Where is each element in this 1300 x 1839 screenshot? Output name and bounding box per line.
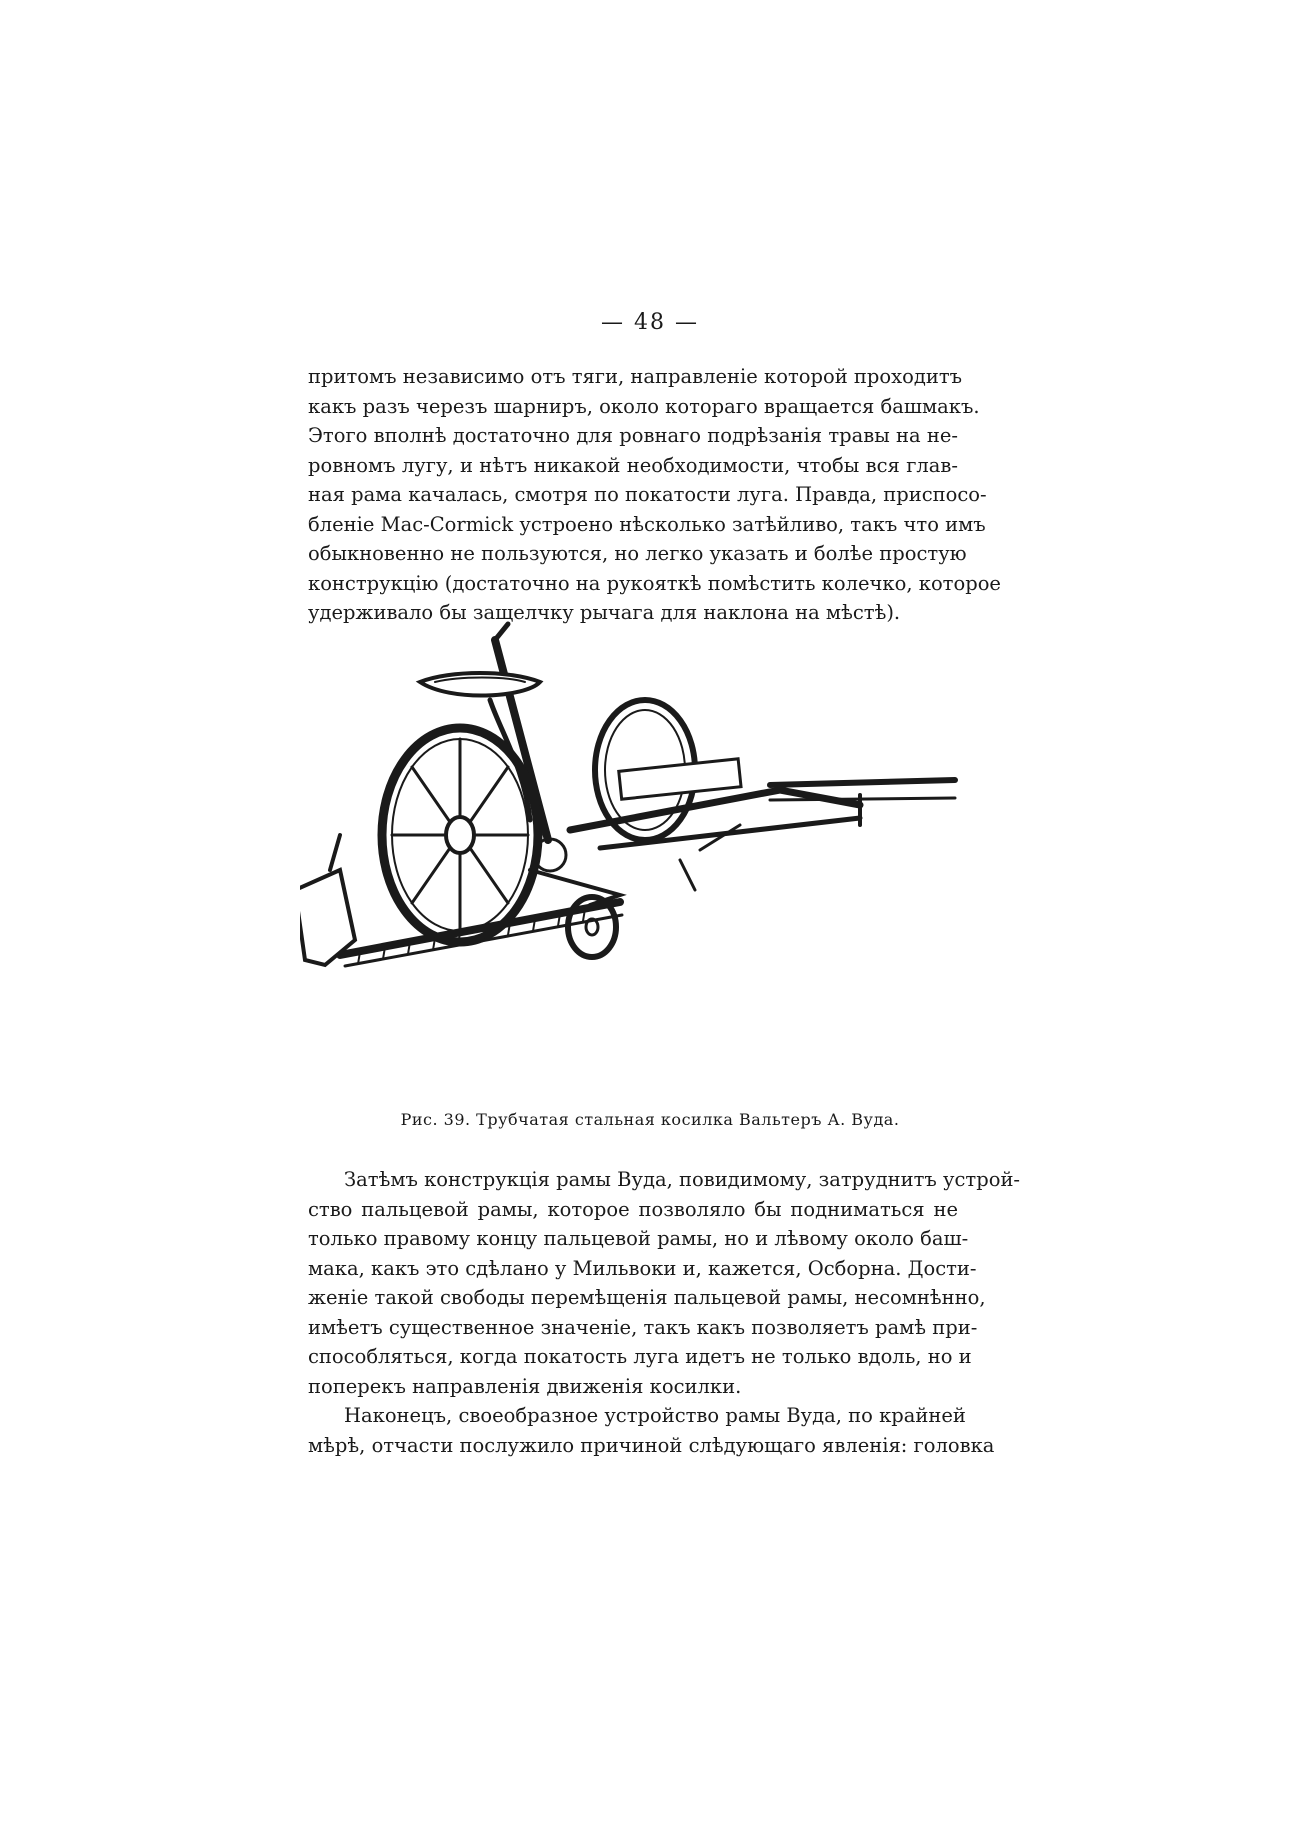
paragraph-2: [308, 1165, 1021, 1460]
text-line: обыкновенно не пользуются, но легко указать и болѣе простую: [308, 542, 967, 565]
text-line: ство пальцевой рамы, которое позволяло бы подниматься не: [308, 1197, 958, 1221]
text-line: поперекъ направленія движенія косилки.: [308, 1374, 742, 1398]
text-line: притомъ независимо отъ тяги, направленіе которой проходитъ: [308, 365, 963, 388]
text-line: Этого вполнѣ достаточно для ровнаго подрѣзанія травы на не-: [308, 424, 958, 447]
text-line: мака, какъ это сдѣлано у Мильвоки и, кажется, Осборна. Дости-: [308, 1256, 977, 1280]
page-number: — 48 —: [601, 310, 699, 335]
text-line: ная рама качалась, смотря по покатости луга. Правда, приспосо-: [308, 483, 987, 506]
text-line: Наконецъ, своеобразное устройство рамы Вуда, по крайней: [344, 1404, 966, 1427]
figure-caption: Рис. 39. Трубчатая стальная косилка Вальтеръ А. Вуда.: [400, 1110, 900, 1129]
text-line: конструкцію (достаточно на рукояткѣ помѣстить колечко, которое: [308, 571, 1001, 595]
text-line: только правому концу пальцевой рамы, но и лѣвому около баш-: [308, 1227, 969, 1250]
text-line: мѣрѣ, отчасти послужило причиной слѣдующаго явленія: головка: [308, 1433, 995, 1457]
text-line: имѣетъ существенное значеніе, такъ какъ позволяетъ рамѣ при-: [308, 1315, 978, 1339]
main-wheel: [382, 728, 538, 942]
text-line: какъ разъ черезъ шарниръ, около котораго вращается башмакъ.: [308, 394, 980, 418]
mower-drawing: [300, 620, 960, 1090]
text-line: Затѣмъ конструкція рамы Вуда, повидимому, затруднитъ устрой-: [344, 1168, 1021, 1191]
text-line: ровномъ лугу, и нѣтъ никакой необходимости, чтобы вся глав-: [308, 453, 958, 477]
paragraph-1: [308, 362, 1001, 628]
text-line: женіе такой свободы перемѣщенія пальцевой рамы, несомнѣнно,: [308, 1286, 986, 1309]
mower-illustration: [300, 620, 960, 1090]
text-line: удерживало бы защелчку рычага для наклона на мѣстѣ).: [308, 601, 901, 624]
text-line: бленіе Mac-Cormick устроено нѣсколько затѣйливо, такъ что имъ: [308, 512, 986, 536]
text-line: способляться, когда покатость луга идетъ не только вдоль, но и: [308, 1345, 972, 1368]
